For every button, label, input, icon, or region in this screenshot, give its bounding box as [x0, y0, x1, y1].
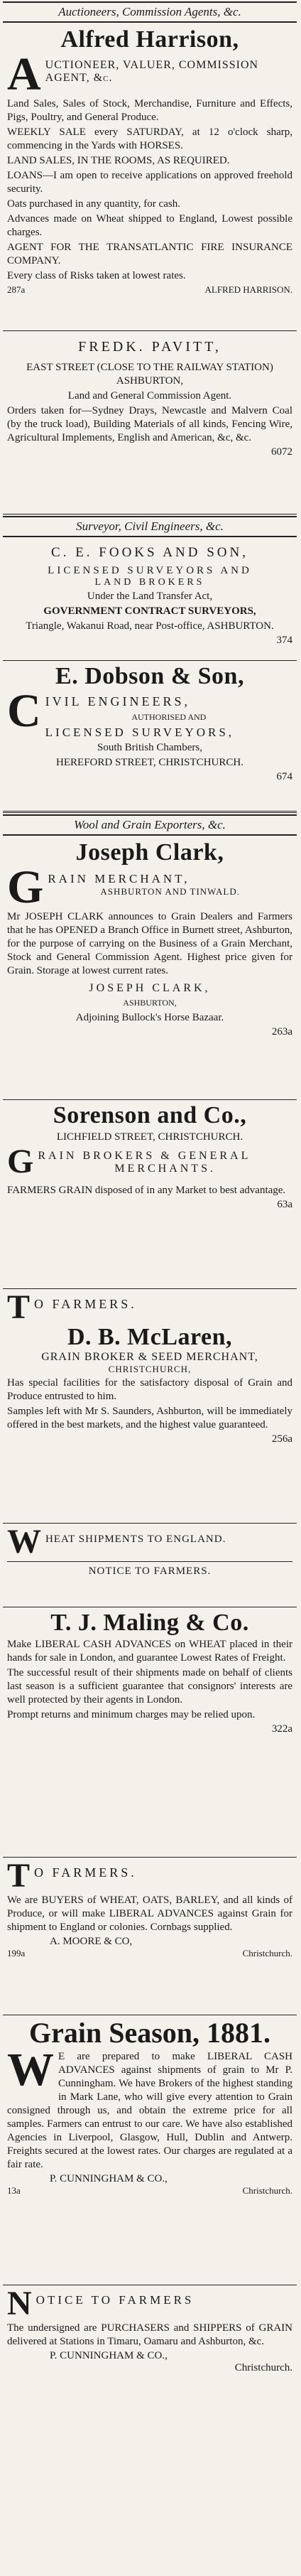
moore-signature: A. MOORE & CO,	[50, 1936, 133, 1947]
cunningham-city: Christchurch.	[242, 2185, 292, 2196]
clark-p1: Mr JOSEPH CLARK announces to Grain Dealers and Farmers that he has OPENED a Branch Office in Burnett street, Ashburton, for the purpose of carrying on the Business of a Grain Merchant, Stock and General Commission Agent. Highest price given for Grain. Storage at lowest current rates.	[7, 911, 292, 976]
advert-mclaren	[3, 1289, 297, 1524]
maling-name: T. J. Maling & Co.	[50, 1610, 249, 1636]
clark-signature: JOSEPH CLARK,	[89, 982, 211, 994]
notice-p1: The undersigned are PURCHASERS and SHIPPERS of GRAIN delivered at Stations in Timaru, Oamaru and Ashburton, &c.	[7, 2322, 292, 2347]
clark-ref: 263a	[271, 1026, 292, 1038]
dobson-name: E. Dobson & Son,	[55, 663, 244, 689]
harrison-ref: 287a	[7, 284, 26, 295]
clark-name: Joseph Clark,	[75, 839, 224, 866]
cunningham-ref: 13a	[7, 2185, 21, 2196]
fooks-l1: LICENSED SURVEYORS AND	[48, 565, 252, 576]
cunningham-signature: P. CUNNINGHAM & CO.,	[50, 2173, 168, 2184]
advert-column	[3, 0, 297, 2399]
advert-moore	[3, 1858, 297, 2015]
pavitt-line: Land and General Commission Agent.	[67, 390, 232, 402]
fooks-l4: GOVERNMENT CONTRACT SURVEYORS,	[43, 605, 256, 617]
pavitt-p1: Orders taken for—Sydney Drays, Newcastle and Malvern Coal (by the truck load), Building Materials of all kinds, Fencing Wire, Agricultural Implements, English and American, &c, &c.	[7, 405, 292, 443]
advert-sorenson	[3, 1100, 297, 1289]
section-header-auctioneers: Auctioneers, Commission Agents, &c.	[3, 1, 297, 23]
mclaren-name: D. B. McLaren,	[67, 1324, 233, 1350]
mclaren-ref: 256a	[271, 1433, 292, 1445]
mclaren-dropcap: T	[7, 1289, 31, 1326]
advert-notice	[3, 2285, 297, 2399]
sorenson-ref: 63a	[277, 1199, 292, 1210]
sorenson-dropcap: G	[7, 1143, 34, 1180]
moore-dropcap: T	[7, 1858, 31, 1895]
harrison-p1: Land Sales, Sales of Stock, Merchandise, Furniture and Effects, Pigs, Poultry, and General Produce.	[7, 98, 292, 123]
dobson-ref: 674	[276, 771, 292, 782]
harrison-name: Alfred Harrison,	[60, 26, 239, 53]
maling-p2: The successful result of their shipments made on behalf of clients last season is a sufficient guarantee that consignors' interests are well protected by their agents in London.	[7, 1667, 292, 1705]
section-header-surveyors: Surveyor, Civil Engineers, &c.	[3, 516, 297, 537]
harrison-title: UCTIONEER, VALUER, COMMISSION AGENT, &c.	[45, 59, 259, 84]
moore-city: Christchurch.	[242, 1948, 292, 1958]
fooks-name: C. E. FOOKS AND SON,	[51, 545, 248, 560]
fooks-l5: Triangle, Wakanui Road, near Post-office, ASHBURTON.	[26, 620, 274, 632]
advert-fooks	[3, 539, 297, 661]
dobson-l3: LICENSED SURVEYORS,	[45, 726, 235, 739]
harrison-p2: WEEKLY SALE every SATURDAY, at 12 o'clock sharp, commencing in the Yards with HORSES.	[7, 126, 292, 151]
harrison-p4: LOANS—I am open to receive applications on approved freehold security.	[7, 170, 292, 195]
advert-maling	[3, 1607, 297, 1858]
harrison-dropcap: A	[7, 48, 41, 100]
harrison-p7: AGENT FOR THE TRANSATLANTIC FIRE INSURANCE COMPANY.	[7, 242, 292, 266]
fooks-l3: Under the Land Transfer Act,	[87, 591, 213, 602]
dobson-l5: HEREFORD STREET, CHRISTCHURCH.	[56, 757, 243, 768]
cunningham-dropcap: W	[7, 2044, 54, 2096]
dobson-dropcap: C	[7, 685, 41, 737]
maling-p3: Prompt returns and minimum charges may be relied upon.	[7, 1709, 256, 1720]
mclaren-p1: Has special facilities for the satisfactory disposal of Grain and Produce entrusted to him.	[7, 1377, 292, 1402]
dobson-l1: IVIL ENGINEERS,	[45, 694, 190, 708]
harrison-p3: LAND SALES, IN THE ROOMS, AS REQUIRED.	[7, 155, 230, 166]
notice-dropcap: N	[7, 2285, 32, 2322]
pavitt-ref: 6072	[271, 446, 292, 458]
harrison-signature: ALFRED HARRISON.	[204, 284, 292, 295]
pavitt-name: FREDK. PAVITT,	[78, 339, 221, 355]
cunningham-name: Grain Season, 1881.	[28, 2017, 271, 2049]
fooks-l2: LAND BROKERS	[94, 577, 205, 588]
advert-pavitt	[3, 331, 297, 514]
moore-l1: O FARMERS.	[34, 1865, 137, 1880]
mclaren-l2: GRAIN BROKER & SEED MERCHANT,	[41, 1351, 258, 1363]
advert-dobson	[3, 661, 297, 813]
mclaren-l1: O FARMERS.	[34, 1297, 137, 1311]
clark-sig3: Adjoining Bullock's Horse Bazaar.	[75, 1012, 224, 1023]
advert-clark	[3, 837, 297, 1100]
sorenson-address: LICHFIELD STREET, CHRISTCHURCH.	[56, 1131, 243, 1143]
section-header-wool: Wool and Grain Exporters, &c.	[3, 814, 297, 836]
pavitt-address: EAST STREET (CLOSE TO THE RAILWAY STATION) ASHBURTON,	[26, 362, 273, 387]
cunningham-p1: E are prepared to make LIBERAL CASH ADVANCES against shipments of grain to Mr P. Cunningham. We have Brokers of the highest standing in Mark Lane, who will give every attention to Grain consigned through us, and obtain the extreme price for all samples. Farmers can entrust to our care. We have also established Agencies in Liverpool, Glasgow, Hull, Dublin and Antwerp. Freights secured at the lowest rates. Our charges are regulated at a fair rate.	[7, 2051, 292, 2170]
clark-dropcap: G	[7, 861, 44, 913]
notice-city: Christchurch.	[234, 2362, 292, 2373]
notice-signature: P. CUNNINGHAM & CO.,	[50, 2350, 168, 2361]
mclaren-l3: CHRISTCHURCH,	[108, 1364, 192, 1374]
dobson-l2: AUTHORISED AND	[131, 712, 207, 722]
clark-sig2: ASHBURTON,	[123, 998, 177, 1008]
sorenson-l1: RAIN BROKERS & GENERAL	[38, 1150, 251, 1162]
advert-wheat	[3, 1524, 297, 1607]
clark-l1: RAIN MERCHANT,	[48, 872, 190, 885]
notice-l1: OTICE TO FARMERS	[35, 2293, 195, 2307]
moore-p1: We are BUYERS of WHEAT, OATS, BARLEY, and all kinds of Produce, or will make LIBERAL ADVANCES against Grain for shipment to England or colonies. Cornbags supplied.	[7, 1895, 292, 1933]
sorenson-name: Sorenson and Co.,	[53, 1102, 247, 1128]
sorenson-l2: MERCHANTS.	[114, 1163, 217, 1175]
maling-ref: 322a	[271, 1723, 292, 1735]
advert-cunningham	[3, 2015, 297, 2285]
advert-harrison	[3, 24, 297, 331]
sorenson-p1: FARMERS GRAIN disposed of in any Market to best advantage.	[7, 1185, 286, 1196]
wheat-l1: HEAT SHIPMENTS TO ENGLAND.	[45, 1534, 226, 1545]
harrison-p5: Oats purchased in any quantity, for cash.	[7, 198, 180, 210]
harrison-p8: Every class of Risks taken at lowest rates.	[7, 270, 186, 281]
mclaren-p2: Samples left with Mr S. Saunders, Ashburton, will be immediately offered in the best markets, and the highest value guaranteed.	[7, 1406, 292, 1430]
harrison-p6: Advances made on Wheat shipped to England, Lowest possible charges.	[7, 213, 292, 238]
wheat-l2: NOTICE TO FARMERS.	[88, 1565, 212, 1577]
maling-p1: Make LIBERAL CASH ADVANCES on WHEAT placed in their hands for sale in London, and guarantee Lowest Rates of Freight.	[7, 1639, 292, 1664]
fooks-ref: 374	[276, 635, 292, 646]
wheat-dropcap: W	[7, 1524, 41, 1561]
clark-l2: ASHBURTON AND TINWALD.	[100, 886, 240, 897]
moore-ref: 199a	[7, 1948, 26, 1958]
dobson-l4: South British Chambers,	[97, 742, 202, 753]
